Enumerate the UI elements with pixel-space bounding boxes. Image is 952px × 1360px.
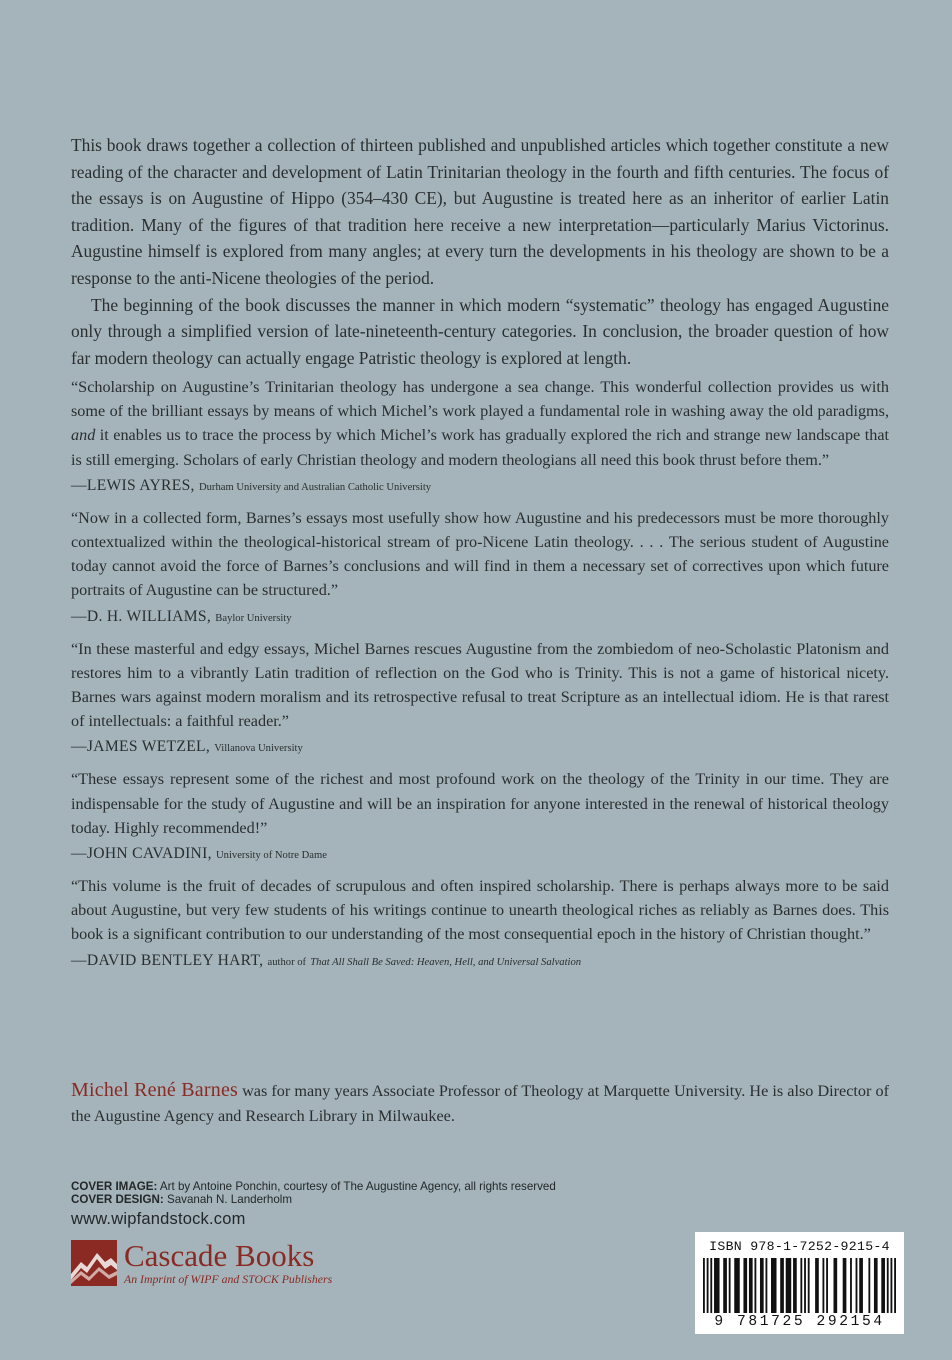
endorsement-attribution (71, 607, 889, 629)
barcode-bar (856, 1258, 858, 1313)
barcode-bar (874, 1258, 878, 1313)
barcode-bar (793, 1258, 797, 1313)
cover-image-credit (71, 1180, 556, 1193)
barcode-bar (859, 1258, 863, 1313)
endorser-affiliation: Baylor University (215, 612, 292, 624)
barcode-bar (786, 1258, 792, 1313)
barcode-bar (749, 1258, 753, 1313)
endorsement-text: “This volume is the fruit of decades of scrupulous and often inspired scholarship. There is perhaps always more to be said about Augustine, but very few students of his writings continue to unearth theological riches as reliably as Barnes does. This book is a significant contribution to our understanding of the most consequential epoch in the history of Christian thought.” (71, 877, 889, 944)
endorser-affiliation-prefix: author of (267, 956, 307, 968)
barcode-bar (710, 1258, 712, 1313)
endorsement-italic-word: and (71, 426, 96, 445)
credit-text: Art by Antoine Ponchin, courtesy of The Augustine Agency, all rights reserved (157, 1180, 556, 1193)
barcode-bar (822, 1258, 824, 1313)
barcode-bar (894, 1258, 896, 1313)
barcode-bar (754, 1258, 756, 1313)
author-bio-text: was for many years Associate Professor of Theology at Marquette University. He is also Director of the Augustine Agency and Research Library in Milwaukee. (71, 1082, 890, 1125)
barcode-bar (707, 1258, 709, 1313)
endorsement-attribution (71, 844, 889, 866)
endorser-name: —JAMES WETZEL, (71, 738, 211, 756)
endorsement-hart (71, 874, 889, 973)
endorser-name: —DAVID BENTLEY HART, (71, 951, 264, 969)
endorser-name: —LEWIS AYRES, (71, 476, 195, 494)
endorsement-williams (71, 506, 889, 629)
publisher-tagline: An Imprint of WIPF and STOCK Publishers (124, 1272, 333, 1286)
barcode-bar (850, 1258, 852, 1313)
cover-design-credit (71, 1193, 556, 1206)
barcode-bar (703, 1258, 705, 1313)
barcode-bar (714, 1258, 720, 1313)
barcode-bar (890, 1258, 892, 1313)
author-bio (71, 1078, 889, 1129)
endorsement-ayres (71, 375, 889, 498)
barcode-bar (868, 1258, 870, 1313)
barcode (703, 1258, 896, 1313)
barcode-bar (729, 1258, 731, 1313)
credit-text: Savanah N. Landerholm (163, 1193, 293, 1206)
barcode-bar (826, 1258, 828, 1313)
barcode-bar (834, 1258, 838, 1313)
barcode-bar (771, 1258, 777, 1313)
endorsement-text: “In these masterful and edgy essays, Michel Barnes rescues Augustine from the zombiedom of neo-Scholastic Platonism and restores him to a vibrantly Latin tradition of reflection on the God who is Trinity. This is not a game of historical nicety. Barnes wars against modern moralism and its retrospective refusal to treat Scripture as an intellectual idiom. He is that rarest of intellectuals: a faithful reader.” (71, 639, 889, 731)
endorsement-text-part: it enables us to trace the process by which Michel’s work has gradually explored the rich and strange new landscape that is still emerging. Scholars of early Christian theology and modern theologians all need this book thrust before them.” (71, 426, 889, 469)
barcode-bar (743, 1258, 747, 1313)
barcode-bar (766, 1258, 768, 1313)
endorser-name: —D. H. WILLIAMS, (71, 607, 212, 625)
description-paragraph-2: The beginning of the book discusses the manner in which modern “systematic” theology has engaged Augustine only through a simplified version of late-nineteenth-century categories. In conclusion, the broader question of how far modern theology can actually engage Patristic theology is explored at length. (71, 294, 889, 368)
mountain-logo-icon (71, 1240, 117, 1286)
endorser-affiliation: Villanova University (214, 743, 303, 755)
endorsement-cavadini (71, 767, 889, 866)
barcode-bar (780, 1258, 784, 1313)
endorsement-attribution (71, 476, 889, 498)
barcode-bar (808, 1258, 810, 1313)
endorsement-text (71, 375, 889, 472)
barcode-bar (804, 1258, 806, 1313)
barcode-bar (881, 1258, 885, 1313)
endorser-affiliation: Durham University and Australian Catholic University (198, 481, 432, 493)
publisher-name: Cascade Books (124, 1238, 315, 1273)
endorser-name: —JOHN CAVADINI, (71, 845, 212, 863)
barcode-bar (815, 1258, 819, 1313)
author-name: Michel René Barnes (71, 1079, 239, 1101)
description-paragraph-1: This book draws together a collection of thirteen published and unpublished articles which together constitute a new reading of the character and development of Latin Trinitarian theology in the fourth and fifth centuries. The focus of the essays is on Augustine of Hippo (354–430 CE), but Augustine is treated here as an inheritor of earlier Latin tradition. Many of the figures of that tradition here receive a new interpretation—particularly Marius Victorinus. Augustine himself is explored from many angles; at every turn the developments in his theology are shown to be a response to the anti-Nicene theologies of the period. (71, 135, 889, 288)
endorser-affiliation: University of Notre Dame (216, 850, 327, 862)
book-description (71, 132, 889, 371)
barcode-bar (800, 1258, 802, 1313)
endorsements (71, 375, 889, 981)
isbn-barcode-box (695, 1232, 904, 1334)
endorsement-text-part: “Scholarship on Augustine’s Trinitarian theology has undergone a sea change. This wonderful collection provides us with some of the brilliant essays by means of which Michel’s work played a fundamental role in washing away the old paradigms, (71, 378, 889, 421)
publisher-logo (71, 1238, 371, 1288)
publisher-website: www.wipfandstock.com (71, 1210, 246, 1228)
cover-credits (71, 1180, 556, 1206)
isbn-label: ISBN 978-1-7252-9215-4 (709, 1239, 890, 1254)
barcode-bar (760, 1258, 764, 1313)
endorsement-text: “These essays represent some of the richest and most profound work on the theology of the Trinity in our time. They are indispensable for the study of Augustine and will be an inspiration for anyone interested in the renewal of historical theology today. Highly recommended!” (71, 770, 889, 837)
endorsement-wetzel (71, 637, 889, 760)
credit-label: COVER DESIGN: (71, 1193, 164, 1206)
barcode-bar (843, 1258, 847, 1313)
endorsement-text: “Now in a collected form, Barnes’s essays most usefully show how Augustine and his predecessors must be more thoroughly contextualized within the theological-historical stream of pro-Nicene Latin theology. . . . The serious student of Augustine today cannot avoid the force of Barnes’s conclusions and will find in them a necessary set of correctives upon which future portraits of Augustine can be structured.” (71, 508, 889, 600)
endorsement-attribution (71, 951, 889, 973)
endorser-book-title: That All Shall Be Saved: Heaven, Hell, and Universal Salvation (310, 956, 582, 968)
barcode-bar (887, 1258, 889, 1313)
endorsement-attribution (71, 737, 889, 759)
barcode-bar (723, 1258, 727, 1313)
barcode-bar (734, 1258, 740, 1313)
credit-label: COVER IMAGE: (71, 1180, 158, 1193)
isbn-digits: 9 781725 292154 (714, 1314, 885, 1330)
